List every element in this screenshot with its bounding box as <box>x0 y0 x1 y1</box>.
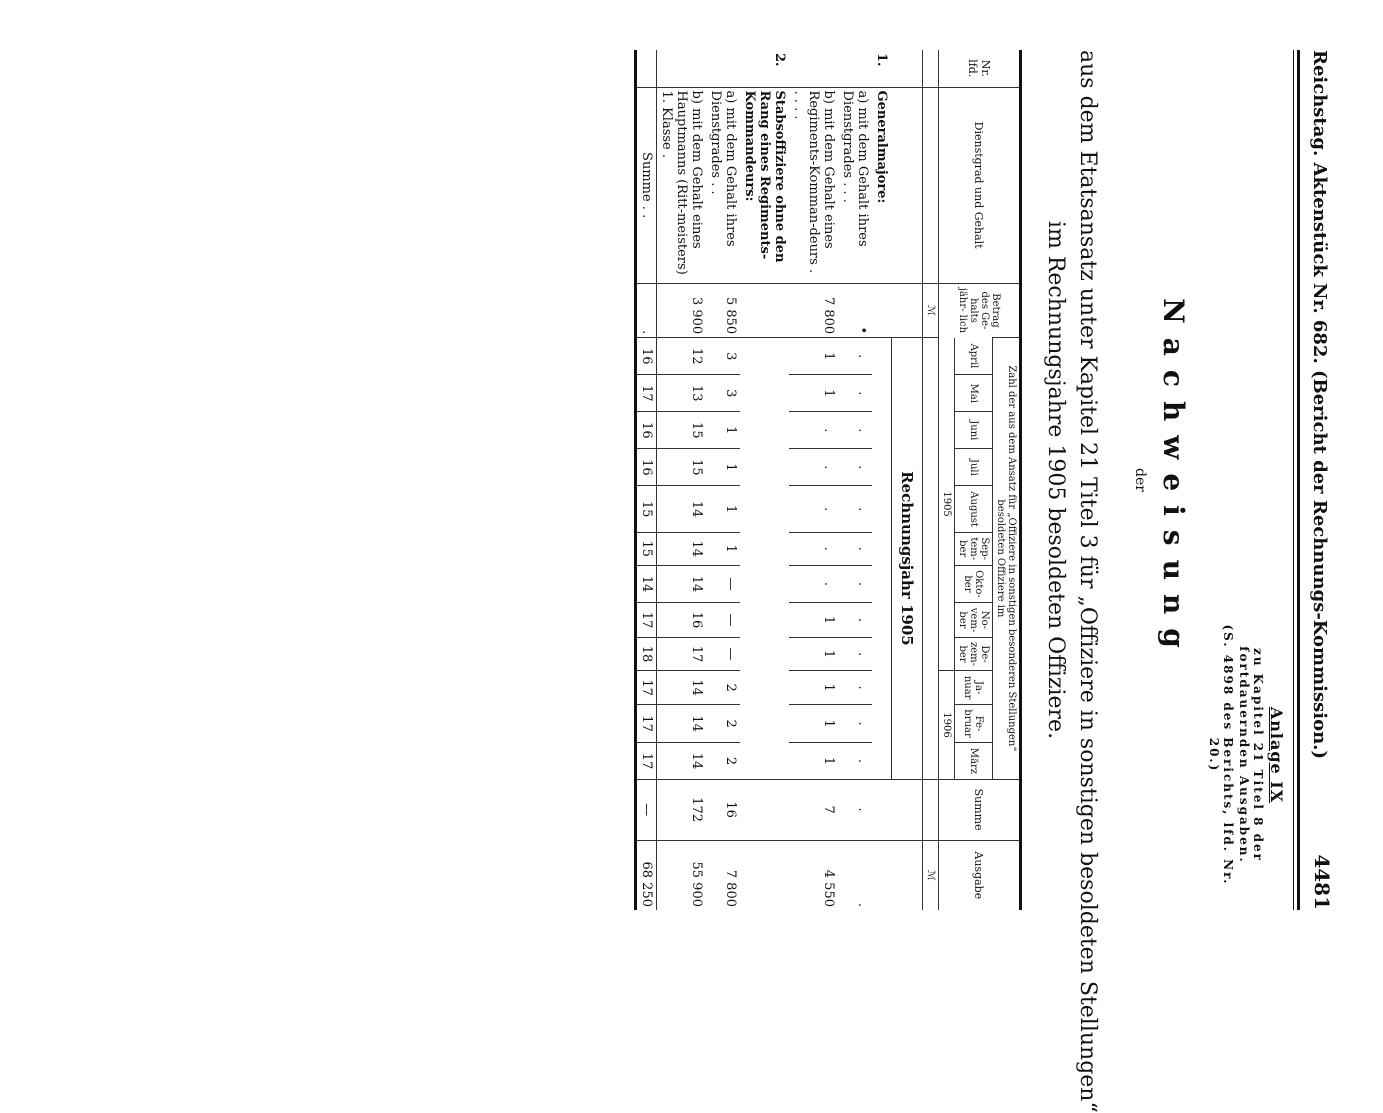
col-header-zahl: Zahl der aus dem Ansatz für „Offiziere in sonstigen besonderen Stellungen“ besoldeten Offiziere im <box>993 338 1021 779</box>
month-cell: 16 <box>636 338 657 375</box>
month-cell: 17 <box>636 704 657 743</box>
month-cell: . <box>839 375 873 412</box>
month-cell: 15 <box>657 449 707 486</box>
nachweisung-table-wrap <box>635 50 1023 910</box>
month-cell: 12 <box>657 338 707 375</box>
col-header-summe: Summe <box>939 779 1021 840</box>
row-betrag: 3 900 <box>657 283 707 337</box>
month-cell: 14 <box>657 743 707 779</box>
month-header: August <box>955 486 993 532</box>
row-summe: . <box>839 779 873 840</box>
month-header: No- vem- ber <box>955 603 993 637</box>
mark-unit: ℳ <box>923 283 939 337</box>
row-betrag: • <box>839 283 873 337</box>
month-cell: . <box>839 743 873 779</box>
row-label: Stabsoffiziere ohne den Rang eines Regiments-Kommandeurs: <box>741 87 790 283</box>
month-cell: — <box>707 603 741 637</box>
anlage-block <box>1207 610 1288 900</box>
month-cell: 2 <box>707 743 741 779</box>
month-cell: . <box>790 532 839 565</box>
row-summe: 16 <box>707 779 741 840</box>
month-cell: 14 <box>657 704 707 743</box>
month-header: Ja- nuar <box>955 671 993 704</box>
subtitle-line1: aus dem Etatsansatz unter Kapitel 21 Titel 3 für „Offiziere in sonstigen besoldeten Stellungen“ <box>1075 50 1100 1113</box>
row-label: b) mit dem Gehalt eines Regiments-Komman-deurs . . . . . <box>790 87 839 283</box>
anlage-title: Anlage IX <box>1267 706 1286 804</box>
month-cell: 14 <box>636 565 657 603</box>
month-cell: 1 <box>790 743 839 779</box>
month-header: Sep- tem- ber <box>955 532 993 565</box>
month-cell: 1 <box>790 671 839 704</box>
row-nr: 2. <box>772 53 788 67</box>
month-cell: . <box>839 565 873 603</box>
month-cell: 17 <box>657 637 707 671</box>
row-summe: 172 <box>657 779 707 840</box>
month-header: Mai <box>955 375 993 412</box>
month-cell: 16 <box>636 449 657 486</box>
header-rule-thin <box>1293 50 1294 910</box>
month-cell: 15 <box>636 486 657 532</box>
nachweisung-table <box>635 50 1023 910</box>
month-cell: . <box>839 637 873 671</box>
month-cell: 17 <box>636 375 657 412</box>
row-label: a) mit dem Gehalt ihres Dienstgrades . . <box>707 87 741 283</box>
sum-label: Summe . . <box>636 87 657 283</box>
month-header: Juli <box>955 449 993 486</box>
month-cell: 1 <box>790 704 839 743</box>
row-betrag: 5 850 <box>707 283 741 337</box>
year-1905: 1905 <box>939 338 955 671</box>
rotated-page <box>0 50 1340 1113</box>
col-header-ausgabe: Ausgabe <box>939 840 1021 910</box>
month-cell: 17 <box>636 603 657 637</box>
month-cell: . <box>839 412 873 449</box>
month-cell: 14 <box>657 532 707 565</box>
month-cell: 1 <box>790 338 839 375</box>
month-cell: . <box>790 486 839 532</box>
month-cell: . <box>839 704 873 743</box>
month-header: Fe- bruar <box>955 704 993 743</box>
month-header: April <box>955 338 993 375</box>
month-cell: 1 <box>707 449 741 486</box>
row-ausgabe: 55 900 <box>657 840 707 910</box>
row-label: Generalmajore: <box>873 87 892 283</box>
sum-row <box>636 50 657 910</box>
month-cell: . <box>839 338 873 375</box>
row-summe: 7 <box>790 779 839 840</box>
row-ausgabe: . <box>839 840 873 910</box>
col-header-betrag: Betrag des Ge- halts jähr- lich <box>939 283 1021 337</box>
month-cell: 14 <box>657 486 707 532</box>
table-row <box>839 50 873 910</box>
sum-summe: — <box>636 779 657 840</box>
title-connector: der <box>1132 468 1148 492</box>
mark-unit: ℳ <box>923 840 939 910</box>
row-ausgabe: 4 550 <box>790 840 839 910</box>
month-cell: 1 <box>707 486 741 532</box>
header-title: Reichstag. Aktenstück Nr. 682. (Bericht der Rechnungs-Kommission.) <box>1309 50 1330 759</box>
month-cell: . <box>839 603 873 637</box>
row-label: b) mit dem Gehalt eines Hauptmanns (Ritt-meisters) 1. Klasse . <box>657 87 707 283</box>
month-cell: 1 <box>790 603 839 637</box>
rechnungsjahr-heading: Rechnungsjahr 1905 <box>892 338 923 779</box>
month-cell: 14 <box>657 671 707 704</box>
month-cell: 1 <box>790 375 839 412</box>
month-header: Okto- ber <box>955 565 993 603</box>
table-row <box>790 50 839 910</box>
month-cell: . <box>839 486 873 532</box>
col-header-dienstgrad: Dienstgrad und Gehalt <box>939 87 1021 283</box>
month-cell: — <box>707 637 741 671</box>
page-number: 4481 <box>1310 854 1334 910</box>
month-cell: . <box>790 449 839 486</box>
month-header: Juni <box>955 412 993 449</box>
row-ausgabe: 7 800 <box>707 840 741 910</box>
row-betrag: 7 800 <box>790 283 839 337</box>
table-row <box>657 50 707 910</box>
anlage-line2: (S. 4898 des Berichts, lfd. Nr. 20.) <box>1207 624 1235 886</box>
month-cell: 3 <box>707 375 741 412</box>
sum-ausgabe: 68 250 <box>636 840 657 910</box>
month-cell: 17 <box>636 671 657 704</box>
year-1906: 1906 <box>939 671 955 779</box>
month-cell: . <box>839 671 873 704</box>
month-cell: 15 <box>657 412 707 449</box>
month-cell: . <box>790 412 839 449</box>
month-cell: 3 <box>707 338 741 375</box>
month-cell: 1 <box>707 532 741 565</box>
col-header-nr: Nr. lfd. <box>939 50 1021 87</box>
month-cell: 18 <box>636 637 657 671</box>
anlage-line1: zu Kapitel 21 Titel 8 der fortdauernden Ausgaben. <box>1237 646 1265 864</box>
row-label: a) mit dem Gehalt ihres Dienstgrades . . . <box>839 87 873 283</box>
month-cell: 2 <box>707 704 741 743</box>
sum-betrag: . <box>636 283 657 337</box>
header-rule <box>1297 50 1300 910</box>
month-cell: 16 <box>636 412 657 449</box>
month-cell: 17 <box>636 743 657 779</box>
month-cell: . <box>790 565 839 603</box>
table-row <box>873 50 892 910</box>
row-nr: 1. <box>874 53 890 67</box>
month-cell: 15 <box>636 532 657 565</box>
month-cell: — <box>707 565 741 603</box>
month-cell: . <box>839 532 873 565</box>
table-row <box>707 50 741 910</box>
page-header <box>1300 50 1340 910</box>
month-header: De- zem- ber <box>955 637 993 671</box>
month-cell: 2 <box>707 671 741 704</box>
month-cell: . <box>839 449 873 486</box>
month-cell: 14 <box>657 565 707 603</box>
month-cell: 1 <box>790 637 839 671</box>
month-cell: 1 <box>707 412 741 449</box>
month-cell: 13 <box>657 375 707 412</box>
subtitle-line2: im Rechnungsjahre 1905 besoldeten Offiziere. <box>1043 220 1068 740</box>
table-row <box>741 50 790 910</box>
document-title: Nachweisung <box>1157 298 1190 662</box>
month-header: März <box>955 743 993 779</box>
month-cell: 16 <box>657 603 707 637</box>
